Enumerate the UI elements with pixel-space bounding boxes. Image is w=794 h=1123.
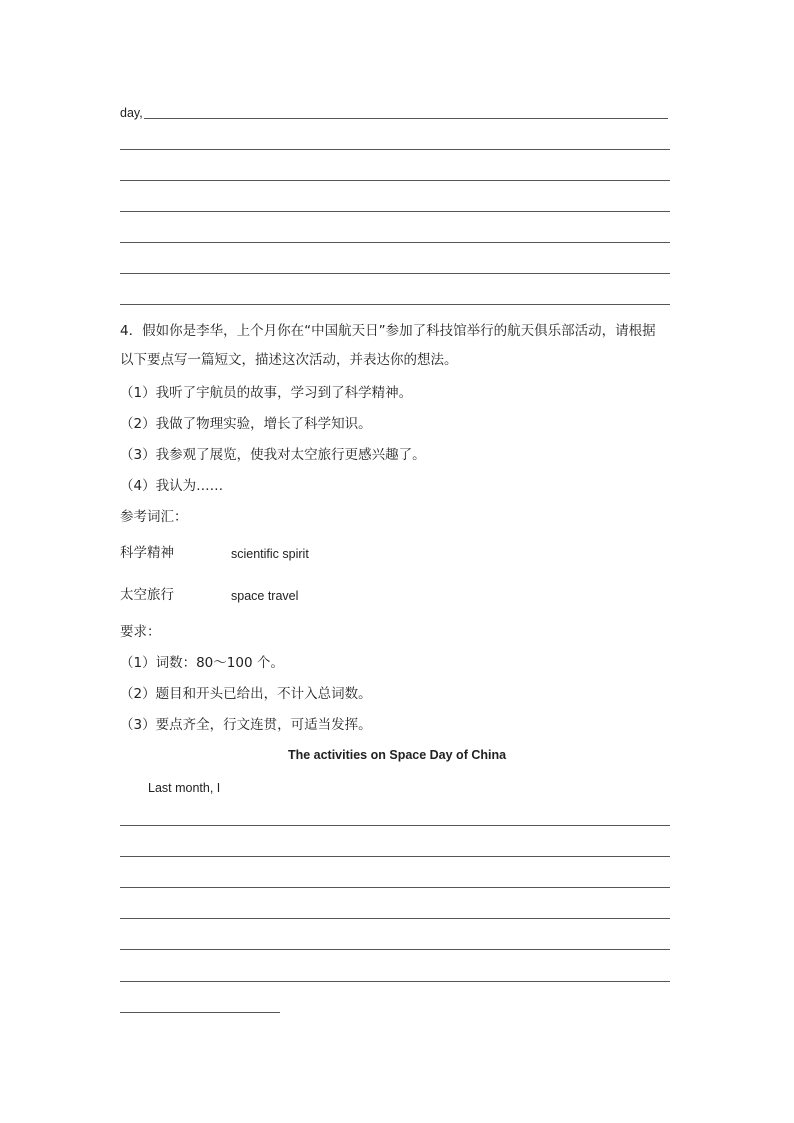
point-item: （4）我认为……	[120, 478, 224, 494]
answer-line[interactable]	[120, 304, 670, 305]
point-item: （1）我听了宇航员的故事，学习到了科学精神。	[120, 385, 413, 401]
question-prompt-line-2: 以下要点写一篇短文，描述这次活动，并表达你的想法。	[120, 352, 458, 368]
essay-start: Last month, I	[148, 781, 221, 795]
answer-line[interactable]	[120, 149, 670, 150]
requirement-item: （1）词数：80～100 个。	[120, 655, 284, 671]
point-item: （3）我参观了展览，使我对太空旅行更感兴趣了。	[120, 447, 426, 463]
vocab-cn: 太空旅行	[120, 587, 174, 603]
vocab-en: scientific spirit	[231, 547, 309, 561]
requirements-heading: 要求：	[120, 624, 161, 640]
writing-line[interactable]	[120, 856, 670, 857]
answer-line[interactable]	[120, 242, 670, 243]
writing-line[interactable]	[120, 918, 670, 919]
requirement-item: （2）题目和开头已给出，不计入总词数。	[120, 686, 372, 702]
writing-line[interactable]	[120, 949, 670, 950]
vocab-en: space travel	[231, 589, 299, 603]
point-item: （2）我做了物理实验，增长了科学知识。	[120, 416, 372, 432]
answer-line[interactable]	[120, 273, 670, 274]
vocab-cn: 科学精神	[120, 545, 174, 561]
day-prefix: day,	[120, 106, 143, 120]
requirement-item: （3）要点齐全，行文连贯，可适当发挥。	[120, 717, 372, 733]
vocab-heading: 参考词汇：	[120, 509, 188, 525]
essay-title: The activities on Space Day of China	[287, 748, 507, 762]
answer-line[interactable]	[120, 180, 670, 181]
answer-line[interactable]	[120, 211, 670, 212]
writing-line[interactable]	[120, 825, 670, 826]
question-prompt-line-1	[120, 322, 656, 340]
writing-line[interactable]	[120, 981, 670, 982]
answer-line[interactable]	[144, 118, 668, 119]
question-prompt-text: 假如你是李华，上个月你在“中国航天日”参加了科技馆举行的航天俱乐部活动，请根据	[142, 323, 656, 339]
writing-line[interactable]	[120, 1012, 280, 1013]
writing-line[interactable]	[120, 887, 670, 888]
question-number: 4．	[120, 323, 143, 339]
